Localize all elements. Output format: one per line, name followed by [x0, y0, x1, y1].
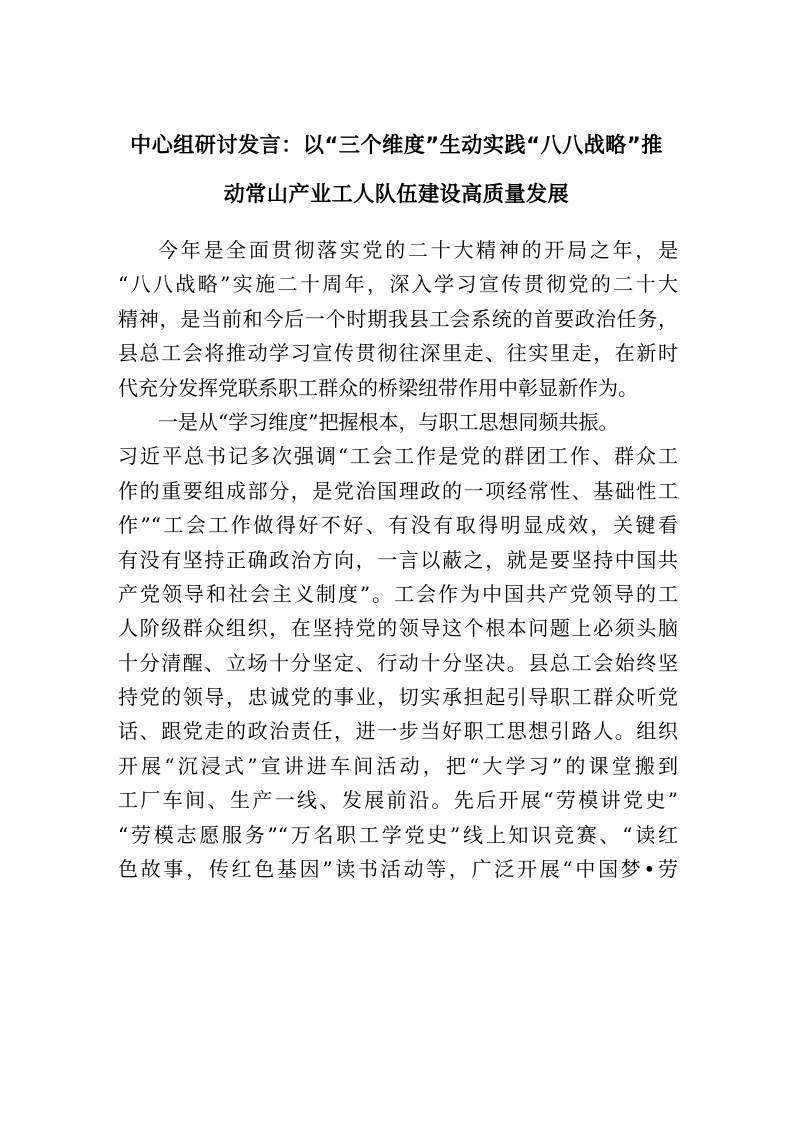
body-line: 作”“工会工作做得好不好、有没有取得明显成效，关键看 [118, 513, 678, 538]
body-line: 代充分发挥党联系职工群众的桥梁纽带作用中彰显新作为。 [118, 375, 638, 400]
body-line: “劳模志愿服务”“万名职工学党史”线上知识竞赛、“读红 [118, 822, 678, 847]
document-title-line-1: 中心组研讨发言：以“三个维度”生动实践“八八战略”推 [130, 133, 663, 157]
body-line: 县总工会将推动学习宣传贯彻往深里走、往实里走，在新时 [118, 341, 678, 366]
body-line: 话、跟党走的政治责任，进一步当好职工思想引路人。组织 [118, 719, 678, 744]
body-line: 作的重要组成部分，是党治国理政的一项经常性、基础性工 [118, 478, 678, 503]
body-line: 工厂车间、生产一线、发展前沿。先后开展“劳模讲党史” [118, 788, 678, 813]
body-line: 色故事，传红色基因”读书活动等，广泛开展“中国梦•劳 [118, 857, 678, 882]
body-line: 产党领导和社会主义制度”。工会作为中国共产党领导的工 [118, 581, 678, 606]
body-line: “八八战略”实施二十周年，深入学习宣传贯彻党的二十大 [118, 272, 678, 297]
body-line: 精神，是当前和今后一个时期我县工会系统的首要政治任务， [118, 306, 678, 331]
body-line: 人阶级群众组织，在坚持党的领导这个根本问题上必须头脑 [118, 616, 678, 641]
body-line: 有没有坚持正确政治方向，一言以蔽之，就是要坚持中国共 [118, 547, 678, 572]
body-line: 一是从“学习维度”把握根本，与职工思想同频共振。 [158, 409, 619, 434]
document-body [118, 233, 678, 886]
body-line: 今年是全面贯彻落实党的二十大精神的开局之年，是 [158, 238, 678, 262]
document-title-line-2: 动常山产业工人队伍建设高质量发展 [223, 182, 570, 206]
body-line: 十分清醒、立场十分坚定、行动十分坚决。县总工会始终坚 [118, 650, 678, 675]
body-line: 习近平总书记多次强调“工会工作是党的群团工作、群众工 [118, 444, 678, 469]
body-line: 持党的领导，忠诚党的事业，切实承担起引导职工群众听党 [118, 685, 678, 710]
body-line: 开展“沉浸式”宣讲进车间活动，把“大学习”的课堂搬到 [118, 753, 678, 778]
